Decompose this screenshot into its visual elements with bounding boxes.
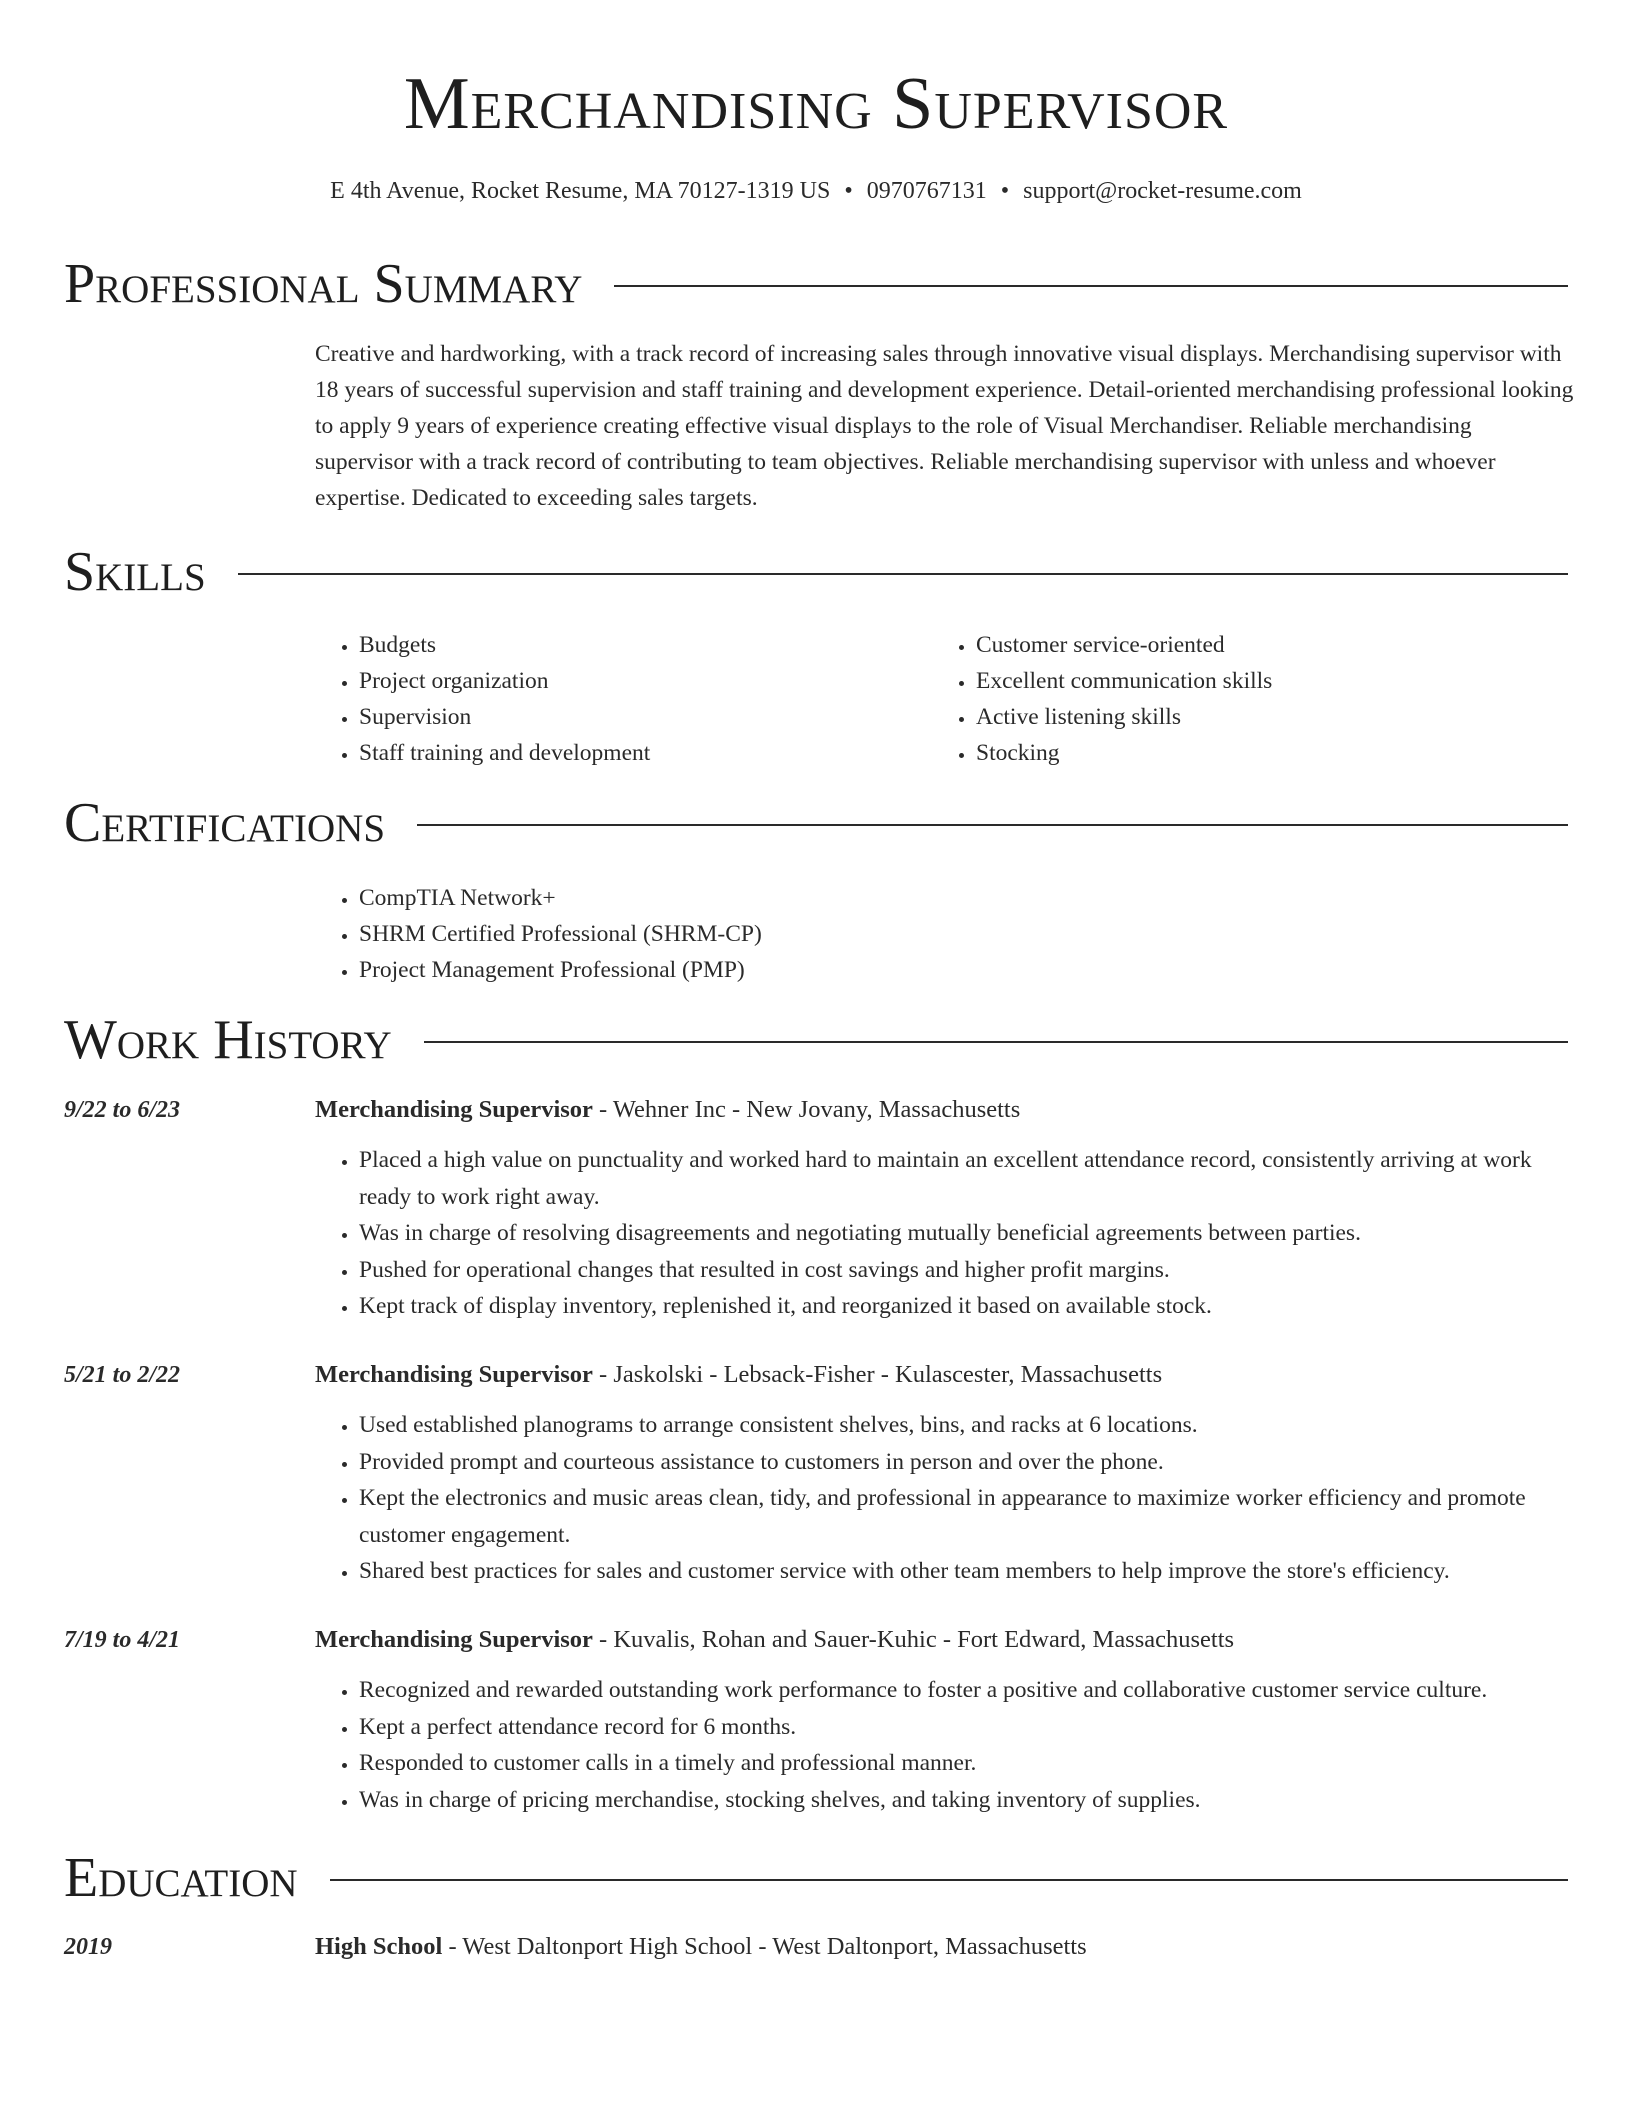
skill-item: • Stocking xyxy=(976,735,1572,771)
contact-separator: • xyxy=(1000,178,1010,204)
job-bullet: • Kept the electronics and music areas clean, tidy, and professional in appearance to maximize worker efficiency and promote customer engagement. xyxy=(359,1480,1577,1553)
job-details: - Wehner Inc - New Jovany, Massachusetts xyxy=(592,1096,1021,1123)
certification-item: • Project Management Professional (PMP) xyxy=(359,952,1215,988)
education-heading xyxy=(315,1929,1575,1965)
job-details: - Jaskolski - Lebsack-Fisher - Kulascester, Massachusetts xyxy=(592,1361,1163,1388)
contact-phone: 0970767131 xyxy=(866,178,987,204)
skill-item: • Supervision xyxy=(359,699,915,735)
skill-item: • Excellent communication skills xyxy=(976,663,1572,699)
job-bullet: • Pushed for operational changes that resulted in cost savings and higher profit margins. xyxy=(359,1252,1577,1289)
job-bullet: • Placed a high value on punctuality and worked hard to maintain an excellent attendance record, consistently arriving at work ready to work right away. xyxy=(359,1142,1577,1215)
skill-item: • Project organization xyxy=(359,663,915,699)
job-heading xyxy=(315,1622,1575,1658)
skill-item: • Staff training and development xyxy=(359,735,915,771)
job-bullet: • Kept a perfect attendance record for 6 months. xyxy=(359,1709,1577,1746)
section-title: Professional Summary xyxy=(64,253,583,315)
job-heading xyxy=(315,1092,1575,1128)
job-bullets xyxy=(315,1407,1577,1590)
job-title: Merchandising Supervisor xyxy=(315,1626,593,1653)
section-heading-work xyxy=(64,1008,1568,1072)
certifications-list xyxy=(315,880,1215,988)
contact-line xyxy=(0,174,1632,208)
job-bullet: • Responded to customer calls in a timely and professional manner. xyxy=(359,1745,1577,1782)
job-title: Merchandising Supervisor xyxy=(315,1096,593,1123)
job-heading xyxy=(315,1357,1575,1393)
skill-item: • Customer service-oriented xyxy=(976,627,1572,663)
section-divider xyxy=(238,573,1568,575)
education-degree: High School xyxy=(315,1933,443,1960)
section-divider xyxy=(330,1879,1568,1881)
resume-name: Merchandising Supervisor xyxy=(403,63,1229,145)
job-dates: 7/19 to 4/21 xyxy=(64,1627,181,1653)
summary-text: Creative and hardworking, with a track record of increasing sales through innovative visual displays. Merchandising supervisor with 18 years of successful supervision and staff training and development experience. Detail-oriented merchandising professional looking to apply 9 years of experience creating effective visual displays to the role of Visual Merchandiser. Reliable merchandising supervisor with a track record of contributing to team objectives. Reliable merchandising supervisor with unless and whoever expertise. Dedicated to exceeding sales targets. xyxy=(315,341,1574,511)
contact-email: support@rocket-resume.com xyxy=(1023,178,1302,204)
section-heading-certifications xyxy=(64,791,1568,855)
education-details: - West Daltonport High School - West Daltonport, Massachusetts xyxy=(442,1933,1087,1960)
section-divider xyxy=(614,285,1568,287)
job-dates: 9/22 to 6/23 xyxy=(64,1097,181,1123)
job-bullet: • Was in charge of pricing merchandise, stocking shelves, and taking inventory of supplies. xyxy=(359,1782,1577,1819)
job-bullet: • Recognized and rewarded outstanding work performance to foster a positive and collaborative customer service culture. xyxy=(359,1672,1577,1709)
job-bullet: • Provided prompt and courteous assistance to customers in person and over the phone. xyxy=(359,1444,1577,1481)
skills-column-left xyxy=(315,627,915,771)
job-bullet: • Used established planograms to arrange consistent shelves, bins, and racks at 6 locations. xyxy=(359,1407,1577,1444)
job-bullets xyxy=(315,1142,1577,1325)
section-heading-education xyxy=(64,1846,1568,1910)
section-heading-summary xyxy=(64,252,1568,316)
skill-item: • Budgets xyxy=(359,627,915,663)
section-title: Education xyxy=(64,1847,298,1909)
skills-column-right xyxy=(932,627,1572,771)
contact-address: E 4th Avenue, Rocket Resume, MA 70127-1319 US xyxy=(330,178,831,204)
education-year: 2019 xyxy=(64,1934,112,1960)
job-bullets xyxy=(315,1672,1577,1818)
section-title: Work History xyxy=(64,1009,392,1071)
job-bullet: • Kept track of display inventory, replenished it, and reorganized it based on available stock. xyxy=(359,1288,1577,1325)
skill-item: • Active listening skills xyxy=(976,699,1572,735)
section-title: Skills xyxy=(64,541,206,603)
section-divider xyxy=(424,1041,1568,1043)
job-details: - Kuvalis, Rohan and Sauer-Kuhic - Fort Edward, Massachusetts xyxy=(592,1626,1235,1653)
certification-item: • SHRM Certified Professional (SHRM-CP) xyxy=(359,916,1215,952)
section-title: Certifications xyxy=(64,792,386,854)
contact-separator: • xyxy=(844,178,853,204)
section-heading-skills xyxy=(64,540,1568,604)
job-title: Merchandising Supervisor xyxy=(315,1361,593,1388)
job-bullet: • Shared best practices for sales and customer service with other team members to help improve the store's efficiency. xyxy=(359,1553,1577,1590)
job-dates: 5/21 to 2/22 xyxy=(64,1362,181,1388)
certification-item: • CompTIA Network+ xyxy=(359,880,1215,916)
job-bullet: • Was in charge of resolving disagreements and negotiating mutually beneficial agreements between parties. xyxy=(359,1215,1577,1252)
section-divider xyxy=(417,824,1568,826)
